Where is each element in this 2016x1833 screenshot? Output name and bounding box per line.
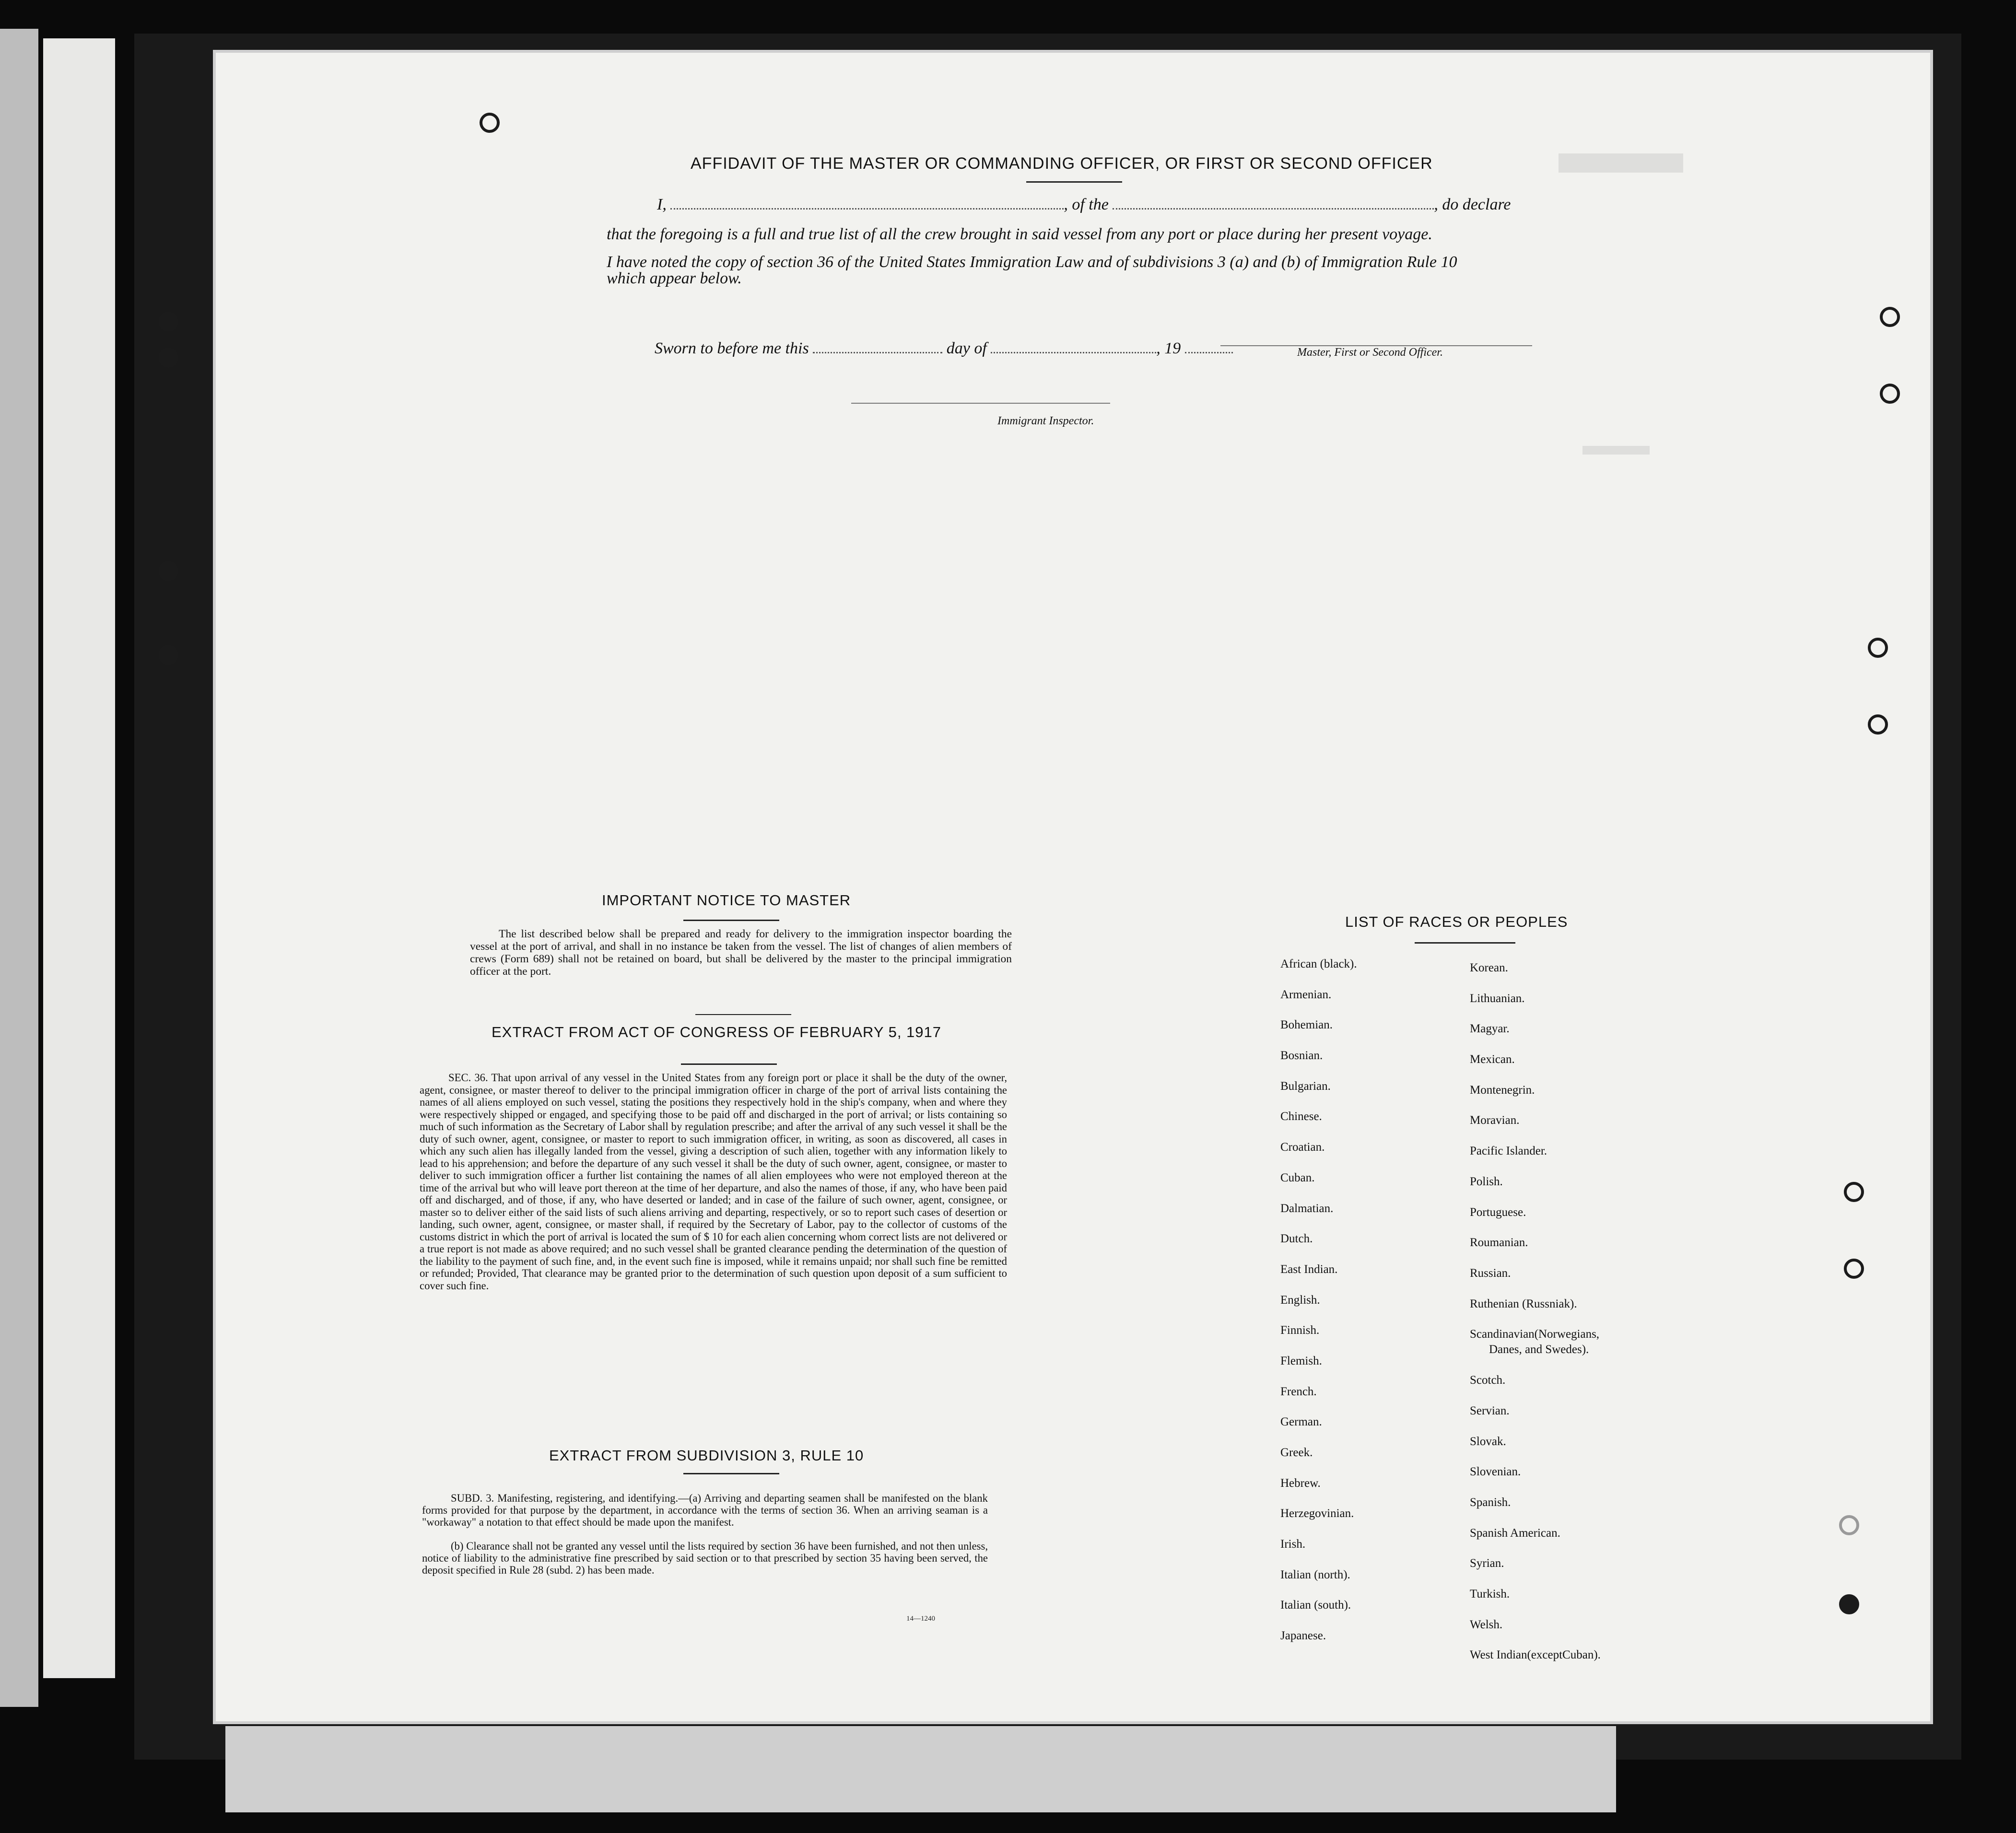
races-column-2 <box>1470 961 1601 1679</box>
race-item: Italian (south). <box>1280 1599 1351 1612</box>
race-item: German. <box>1280 1415 1322 1429</box>
races-column-1 <box>1280 957 1357 1660</box>
punch-hole <box>158 561 178 581</box>
name-blank[interactable] <box>670 208 1064 210</box>
race-item: Spanish. <box>1470 1496 1511 1509</box>
race-item: Montenegrin. <box>1470 1083 1535 1097</box>
race-item: Dalmatian. <box>1280 1202 1334 1215</box>
race-item: Portuguese. <box>1470 1205 1526 1219</box>
race-item: Armenian. <box>1280 988 1332 1001</box>
inspector-signature-line[interactable] <box>851 403 1110 404</box>
race-item: Cuban. <box>1280 1171 1315 1184</box>
adjacent-page <box>43 38 115 1678</box>
race-item: Ruthenian (Russniak). <box>1470 1297 1577 1310</box>
rule-heading: EXTRACT FROM SUBDIVISION 3, RULE 10 <box>549 1447 864 1464</box>
race-item: Spanish American. <box>1470 1526 1560 1540</box>
race-item: Welsh. <box>1470 1618 1503 1631</box>
notice-divider <box>695 1014 791 1015</box>
punch-hole <box>1880 384 1900 404</box>
race-item: Slovenian. <box>1470 1465 1521 1479</box>
race-item: Dutch. <box>1280 1232 1313 1246</box>
race-item: English. <box>1280 1293 1320 1307</box>
punch-hole <box>1844 1182 1864 1202</box>
punch-hole <box>158 312 178 332</box>
race-item: African (black). <box>1280 957 1357 970</box>
race-item: Bohemian. <box>1280 1018 1333 1032</box>
punch-hole <box>158 348 178 368</box>
day-blank[interactable] <box>813 352 942 353</box>
punch-hole <box>1868 714 1888 735</box>
punch-hole <box>1839 1594 1859 1614</box>
races-rule <box>1415 942 1515 944</box>
race-item: Greek. <box>1280 1446 1313 1459</box>
race-item: Japanese. <box>1280 1629 1326 1643</box>
month-blank[interactable] <box>991 352 1156 353</box>
race-item: Lithuanian. <box>1470 992 1525 1005</box>
inspector-signature-label: Immigrant Inspector. <box>997 415 1094 427</box>
race-item: Danes, and Swedes). <box>1489 1343 1589 1356</box>
rule-text-a: SUBD. 3. Manifesting, registering, and identifying.—(a) Arriving and departing seamen shall be manifested on the blank forms provided for that purpose by the department, in accordance with the terms of section 36. When an arriving seaman is a "workaway" a notation to that effect should be made upon the manifest. <box>422 1492 988 1528</box>
i-label: I, <box>657 196 667 213</box>
race-item: Herzegovinian. <box>1280 1507 1354 1520</box>
day-of-label: day of <box>946 339 987 357</box>
race-item: Pacific Islander. <box>1470 1144 1547 1158</box>
affidavit-line-3: I have noted the copy of section 36 of the United States Immigration Law and of subdivisions 3 (a) and (b) of Immigration Rule 10 <box>607 253 1457 271</box>
race-item: West Indian(exceptCuban). <box>1470 1648 1601 1662</box>
races-heading: LIST OF RACES OR PEOPLES <box>1345 913 1568 930</box>
race-item: Servian. <box>1470 1404 1510 1417</box>
year-label: , 19 <box>1156 339 1181 357</box>
bleed-through-mark <box>1582 446 1650 455</box>
do-declare-label: , do declare <box>1434 196 1511 213</box>
form-number: 14—1240 <box>906 1615 935 1623</box>
race-item: Moravian. <box>1470 1114 1520 1127</box>
race-item: Turkish. <box>1470 1588 1510 1601</box>
of-the-label: , of the <box>1064 196 1109 213</box>
race-item: Korean. <box>1470 961 1508 974</box>
affidavit-line-4: which appear below. <box>607 269 742 287</box>
race-item: Croatian. <box>1280 1141 1325 1154</box>
rule-text-b: (b) Clearance shall not be granted any vessel until the lists required by section 36 have been furnished, and not then unless, notice of liability to the administrative fine prescribed by said section or to that prescribed by section 35 having been served, the deposit specified in Rule 28 (subd. 2) has been made. <box>422 1540 988 1576</box>
act-rule <box>681 1063 777 1065</box>
act-text: SEC. 36. That upon arrival of any vessel in the United States from any foreign port or place it shall be the duty of the owner, agent, consignee, or master thereof to deliver to the principal immigration officer in charge of the port of arrival lists containing the names of all aliens employed on such vessel, stating the positions they respectively hold in the ship's company, when and where they were respectively shipped or engaged, and specifying those to be paid off and discharged in the port of arrival; or lists containing so much of such information as the Secretary of Labor shall by regulation prescribe; and after the arrival of any such vessel it shall be the duty of such owner, agent, consignee, or master to report to such immigration officer, in writing, as soon as discovered, all cases in which any such alien has illegally landed from the vessel, giving a description of such alien, together with any information likely to lead to his apprehension; and before the departure of any such vessel it shall be the duty of such owner, agent, consignee, or master to deliver to such immigration officer a further list containing the names of all alien employees who were not employed thereon at the time of the arrival but who will leave port thereon at the time of her departure, and also the names of those, if any, who have been paid off and discharged, and of those, if any, who have deserted or landed; and in case of the failure of such owner, agent, consignee, or master so to deliver either of the said lists of such aliens arriving and departing, respectively, or so to report such cases of desertion or landing, such owner, agent, consignee, or master shall, if required by the Secretary of Labor, pay to the collector of customs of the customs district in which the port of arrival is located the sum of $ 10 for each alien concerning whom correct lists are not delivered or a true report is not made as above required; and no such vessel shall be granted clearance pending the determination of the question of the liability to the payment of such fine, and, in the event such fine is imposed, while it remains unpaid; nor shall such fine be remitted or refunded; Provided, That clearance may be granted prior to the determination of such question upon deposit of a sum sufficient to cover such fine. <box>420 1072 1007 1292</box>
race-item: Roumanian. <box>1470 1236 1528 1249</box>
adjacent-page-edge <box>0 29 38 1707</box>
notice-text: The list described below shall be prepared and ready for delivery to the immigration inspector boarding the vessel at the port of arrival, and shall in no instance be taken from the vessel. The list of changes of alien members of crews (Form 689) shall not be retained on board, but shall be delivered by the master to the principal immigration officer at the port. <box>470 928 1012 978</box>
race-item: Hebrew. <box>1280 1476 1321 1490</box>
race-item: Scotch. <box>1470 1374 1506 1387</box>
race-item: Mexican. <box>1470 1053 1515 1066</box>
race-item: Chinese. <box>1280 1110 1322 1123</box>
sworn-label: Sworn to before me this <box>655 339 809 357</box>
race-item: Bosnian. <box>1280 1049 1323 1062</box>
notice-rule <box>683 920 779 921</box>
notice-heading: IMPORTANT NOTICE TO MASTER <box>602 892 851 909</box>
year-blank[interactable] <box>1185 352 1233 353</box>
race-item: French. <box>1280 1385 1317 1398</box>
act-heading: EXTRACT FROM ACT OF CONGRESS OF FEBRUARY 5, 1917 <box>492 1024 942 1040</box>
punch-hole <box>1880 307 1900 327</box>
affidavit-line-1 <box>657 196 1511 214</box>
vessel-blank[interactable] <box>1113 208 1434 210</box>
punch-hole <box>480 113 500 133</box>
race-item: Bulgarian. <box>1280 1079 1331 1093</box>
race-item: Italian (north). <box>1280 1568 1350 1581</box>
punch-hole <box>1868 638 1888 658</box>
sworn-line <box>655 339 1233 358</box>
race-item: Syrian. <box>1470 1557 1504 1570</box>
title-rule <box>1026 181 1122 183</box>
race-item: Scandinavian(Norwegians, <box>1470 1328 1600 1341</box>
punch-hole <box>1844 1259 1864 1279</box>
master-signature-label: Master, First or Second Officer. <box>1297 346 1443 359</box>
race-item: Irish. <box>1280 1538 1306 1551</box>
bleed-through-mark <box>1559 153 1683 173</box>
race-item: Magyar. <box>1470 1022 1510 1036</box>
race-item: Flemish. <box>1280 1354 1322 1367</box>
affidavit-line-2: that the foregoing is a full and true list of all the crew brought in said vessel from any port or place during her present voyage. <box>607 225 1432 243</box>
race-item: Russian. <box>1470 1266 1511 1280</box>
race-item: Finnish. <box>1280 1324 1320 1337</box>
underlying-page-strip <box>225 1726 1616 1812</box>
race-item: Slovak. <box>1470 1435 1506 1448</box>
race-item: Polish. <box>1470 1175 1503 1188</box>
form-page <box>216 53 1930 1721</box>
affidavit-title: AFFIDAVIT OF THE MASTER OR COMMANDING OFFICER, OR FIRST OR SECOND OFFICER <box>691 154 1433 173</box>
race-item: East Indian. <box>1280 1262 1338 1276</box>
punch-hole <box>158 645 178 665</box>
punch-hole <box>1839 1515 1859 1535</box>
rule-rule <box>683 1473 779 1474</box>
